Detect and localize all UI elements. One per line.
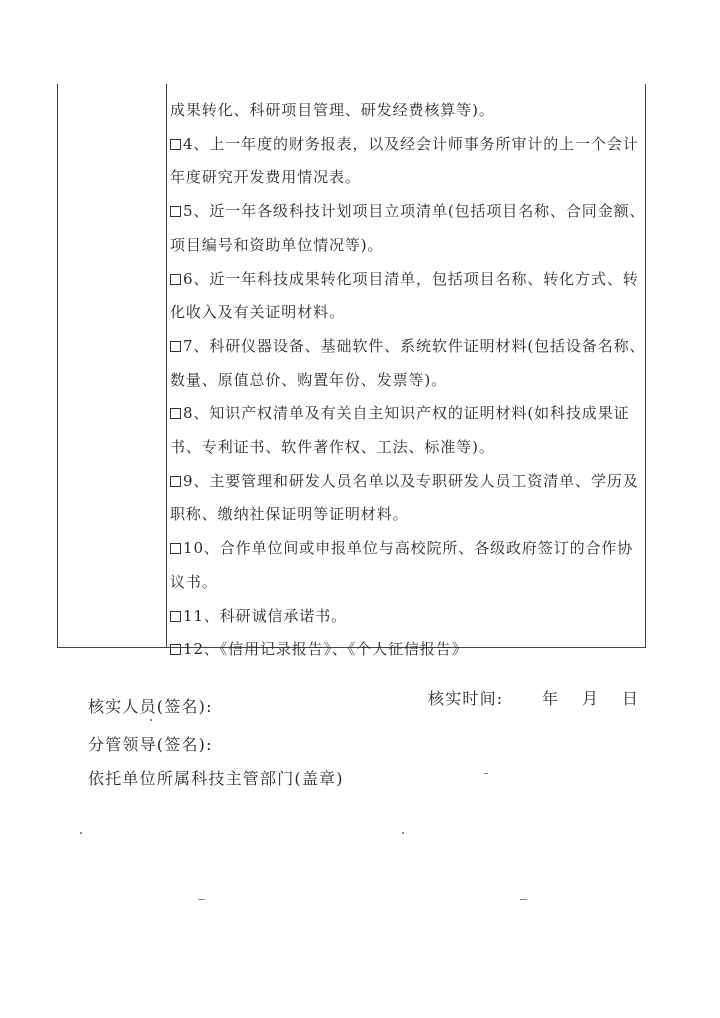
checklist-item-line [170, 201, 645, 221]
checkbox[interactable] [170, 206, 181, 217]
checklist-item-line [170, 302, 345, 322]
checklist-item-line [170, 572, 218, 592]
verify-time-label: 核实时间: [428, 689, 504, 708]
checklist-item-text: 6、近一年科技成果转化项目清单，包括项目名称、转化方式、转 [183, 269, 639, 288]
checklist-item-text: 5、近一年各级科技计划项目立项清单(包括项目名称、合同金额、 [183, 202, 646, 221]
checklist-item-text: 成果转化、科研项目管理、研发经费核算等)。 [170, 101, 495, 119]
dept-label: 依托单位所属科技主管部门(盖章) [88, 769, 344, 788]
checklist-item-text: 8、知识产权清单及有关自主知识产权的证明材料(如科技成果证 [183, 404, 630, 423]
checkbox[interactable] [170, 408, 181, 419]
checklist-item-text: 书、专利证书、软件著作权、工法、标准等)。 [170, 438, 495, 456]
scan-speck [80, 832, 82, 834]
checkbox[interactable] [170, 611, 181, 622]
checklist-item-line [170, 471, 639, 491]
scan-speck [150, 719, 152, 721]
checklist-item-line [170, 437, 495, 457]
checklist-item-text: 年度研究开发费用情况表。 [170, 168, 361, 187]
leader-label: 分管领导(签名): [88, 735, 213, 754]
checklist-item-line [170, 167, 361, 187]
checkbox[interactable] [170, 274, 181, 285]
checkbox[interactable] [170, 543, 181, 554]
checklist-item-line [170, 100, 495, 120]
checklist-item-line [170, 235, 383, 255]
checklist-item-line [170, 639, 468, 659]
checkbox[interactable] [170, 341, 181, 352]
checklist-item-line [170, 269, 639, 289]
checklist-item-line [170, 538, 633, 558]
checklist-item-text: 7、科研仪器设备、基础软件、系统软件证明材料(包括设备名称、 [183, 336, 646, 355]
checklist-item-text: 10、合作单位间或申报单位与高校院所、各级政府签订的合作协 [183, 539, 634, 558]
scan-speck [402, 832, 404, 834]
checklist-item-text: 化收入及有关证明材料。 [170, 303, 345, 322]
verifier-label: 核实人员(签名): [88, 697, 213, 716]
month-label: 月 [582, 689, 599, 708]
checklist-item-line [170, 336, 645, 356]
checklist-item-text: 4、上一年度的财务报表，以及经会计师事务所审计的上一个会计 [183, 134, 639, 153]
checklist-item-line [170, 370, 447, 390]
checklist-item-text: 数量、原值总价、购置年份、发票等)。 [170, 370, 448, 389]
scan-speck [198, 899, 205, 900]
checklist-item-text: 项目编号和资助单位情况等)。 [170, 235, 384, 254]
scan-speck [520, 899, 527, 900]
column-divider [166, 84, 167, 647]
year-label: 年 [542, 689, 559, 708]
checklist-item-text: 议书。 [170, 572, 218, 591]
checklist-table [57, 84, 646, 659]
checklist-item-text: 职称、缴纳社保证明等证明材料。 [170, 505, 409, 524]
checkbox[interactable] [170, 139, 181, 150]
checkbox[interactable] [170, 476, 181, 487]
checklist-item-line [170, 504, 409, 524]
checklist-item-line [170, 606, 347, 626]
scan-speck [484, 773, 488, 774]
checklist-item-text: 11、科研诚信承诺书。 [183, 606, 347, 625]
checklist-item-line [170, 134, 639, 154]
checklist-item-text: 9、主要管理和研发人员名单以及专职研发人员工资清单、学历及 [183, 471, 639, 490]
checkbox[interactable] [170, 644, 181, 655]
day-label: 日 [622, 689, 639, 708]
checklist-item-line [170, 403, 630, 423]
checklist-item-text: 12、《信用记录报告》、《个人征信报告》 [183, 640, 468, 659]
